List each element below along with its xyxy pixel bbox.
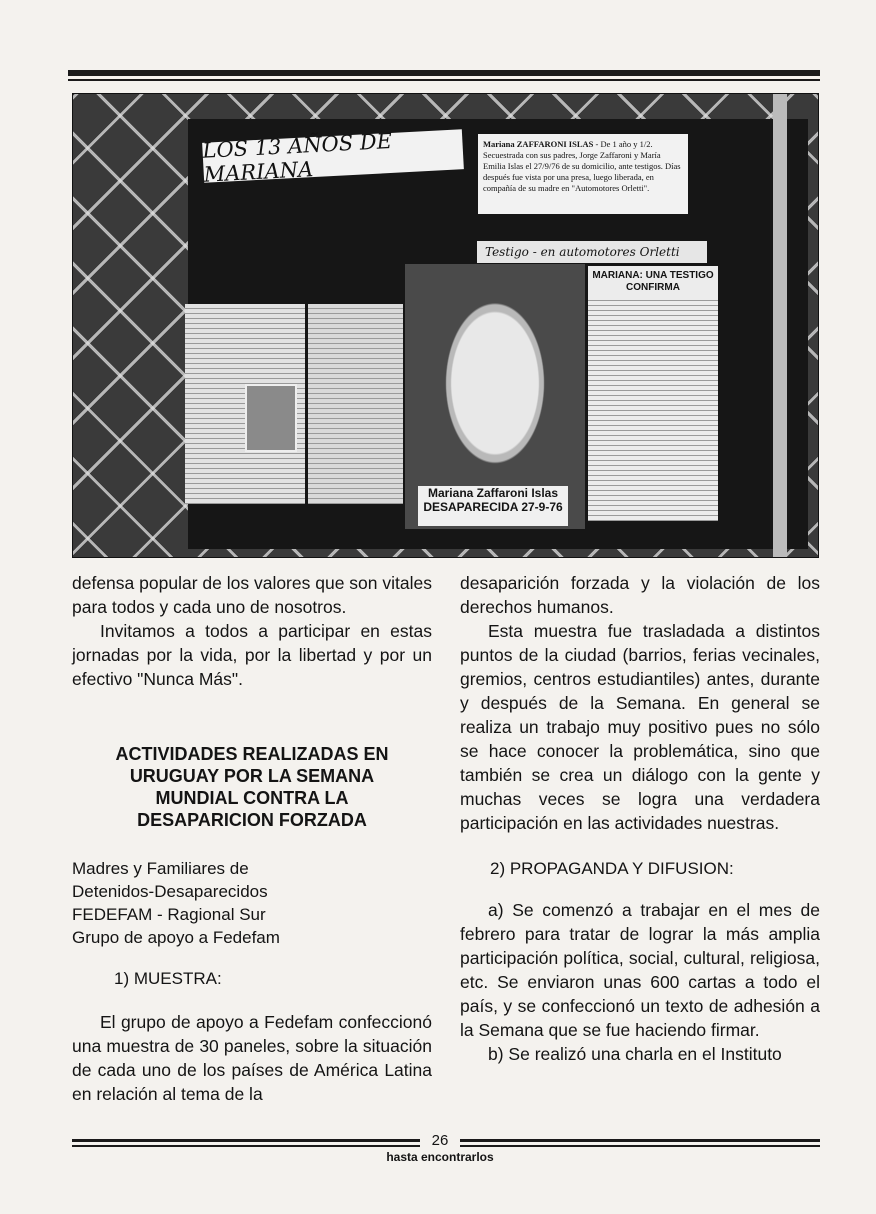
- small-child-photo: [245, 384, 297, 452]
- fence-post: [773, 94, 787, 557]
- newspaper-clipping-right: [588, 266, 718, 521]
- left-column: [72, 571, 432, 1106]
- section-2-label: 2) PROPAGANDA Y DIFUSION:: [490, 859, 734, 878]
- handwritten-note: Testigo - en automotores Orletti: [477, 241, 707, 263]
- org-line-1: Madres y Familiares de: [72, 859, 249, 878]
- right-para-2: Esta muestra fue trasladada a distintos puntos de la ciudad (barrios, ferias vecinales, gremios, centros estudiantiles) antes, durante y después de la Semana. En general se realiza un trabajo muy positivo pues no sólo se hace conocer la problemática, sino que también se crea un diálogo con la gente y muchas veces se logra una verdadera participación en las actividades nuestras.: [460, 621, 820, 833]
- publication-name: hasta encontrarlos: [386, 1150, 494, 1164]
- section-heading: ACTIVIDADES REALIZADAS EN URUGUAY POR LA SEMANA MUNDIAL CONTRA LA DESAPARICION FORZADA: [115, 744, 389, 830]
- right-para-1: desaparición forzada y la violación de los derechos humanos.: [460, 573, 820, 617]
- caption-name: Mariana ZAFFARONI ISLAS: [483, 139, 594, 149]
- portrait-name: Mariana Zaffaroni Islas: [427, 486, 559, 500]
- protest-photo: [72, 93, 819, 558]
- left-para-1: defensa popular de los valores que son vitales para todos y cada uno de nosotros.: [72, 573, 432, 617]
- spacer: [72, 831, 432, 857]
- spacer: [460, 835, 820, 857]
- newspaper-clipping-middle: [308, 304, 403, 504]
- left-para-3: El grupo de apoyo a Fedefam confeccionó una muestra de 30 paneles, sobre la situación de cada uno de los países de América Latina en relación al tema de la: [72, 1012, 432, 1104]
- page-number: 26: [420, 1132, 460, 1150]
- spacer: [72, 691, 432, 743]
- portrait-status: DESAPARECIDA 27-9-76: [423, 500, 563, 514]
- section-1-label: 1) MUESTRA:: [114, 969, 222, 988]
- org-line-3: FEDEFAM - Ragional Sur: [72, 905, 266, 924]
- spacer: [72, 990, 432, 1010]
- right-para-3: a) Se comenzó a trabajar en el mes de febrero para tratar de lograr la más amplia participación política, social, cultural, religiosa, etc. Se enviaron unas 600 cartas a todo el país, y se confeccionó un texto de adhesión a la Semana que se fue haciendo firmar.: [460, 900, 820, 1040]
- spacer: [460, 880, 820, 898]
- top-rule-thin: [68, 79, 820, 81]
- left-para-2: Invitamos a todos a participar en estas jornadas por la vida, por la libertad y por un efectivo "Nunca Más".: [72, 621, 432, 689]
- photo-caption: [478, 134, 688, 214]
- portrait-caption: [418, 486, 568, 526]
- org-line-2: Detenidos-Desaparecidos: [72, 882, 268, 901]
- handwritten-title: LOS 13 AÑOS DE MARIANA: [202, 129, 464, 183]
- right-column: [460, 571, 820, 1066]
- top-rule: [68, 70, 820, 76]
- spacer: [72, 949, 432, 967]
- clipping-headline: MARIANA: UNA TESTIGO CONFIRMA: [588, 266, 718, 298]
- right-para-4: b) Se realizó una charla en el Instituto: [488, 1044, 782, 1064]
- caption-text: - De 1 año y 1/2. Secuestrada con sus padres, Jorge Zaffaroni y María Emilia Islas el 27/9/76 de su domicilio, ante testigos. Días después fue vista por una presa, luego liberada, en compañía de su madre en "Automotores Orletti".: [483, 139, 681, 193]
- org-line-4: Grupo de apoyo a Fedefam: [72, 928, 280, 947]
